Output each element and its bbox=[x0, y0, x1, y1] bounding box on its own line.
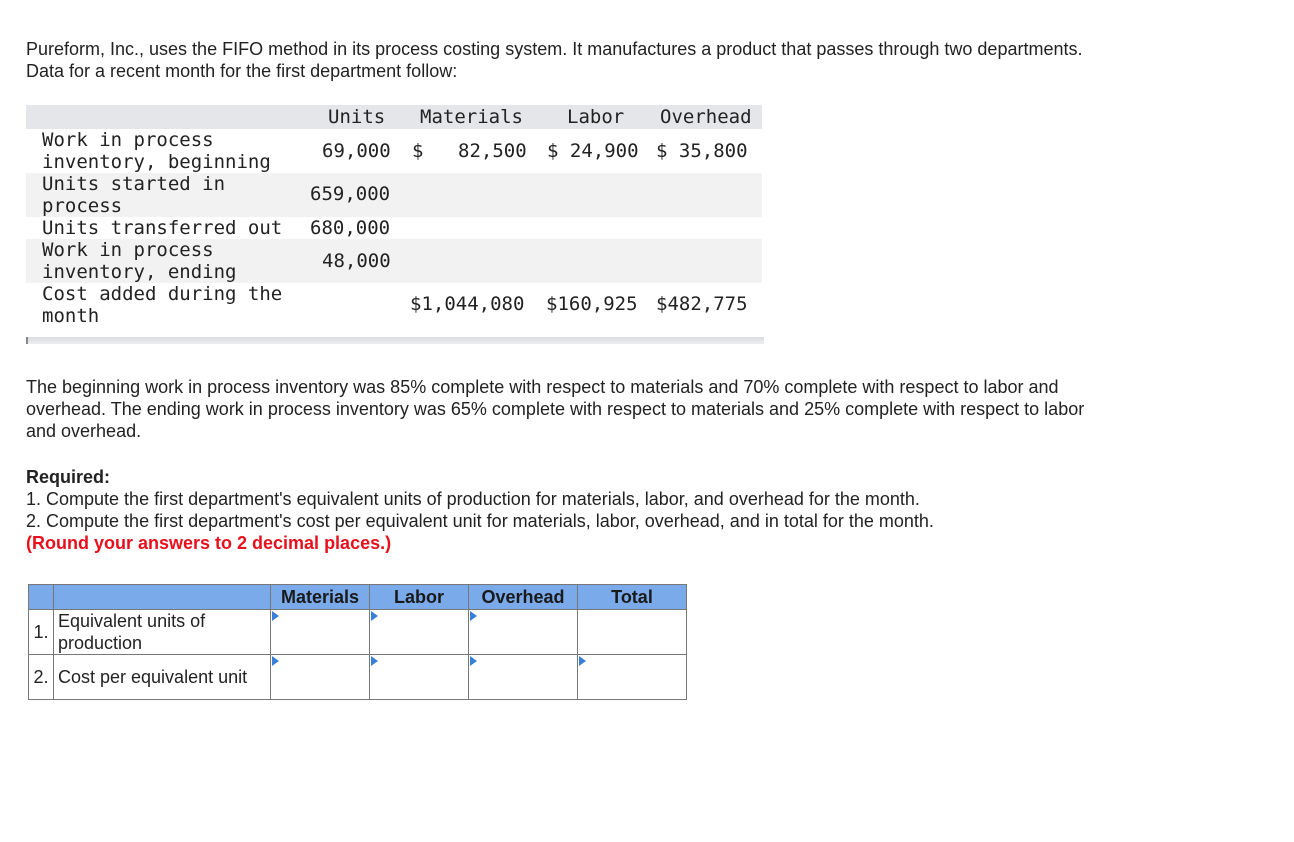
row-number: 1. bbox=[29, 610, 54, 655]
units-value: 680,000 bbox=[310, 217, 391, 239]
table-bottom-divider bbox=[26, 337, 764, 344]
cost-total-input[interactable] bbox=[578, 655, 687, 700]
cost-overhead-input[interactable] bbox=[469, 655, 578, 700]
table-row bbox=[26, 129, 762, 173]
table-row bbox=[29, 610, 687, 655]
table-row bbox=[26, 173, 762, 217]
cost-labor-input[interactable] bbox=[370, 655, 469, 700]
answer-table-header bbox=[29, 585, 687, 610]
required-item-2: 2. Compute the first department's cost per equivalent unit for materials, labor, overhead, and in total for the month. bbox=[26, 511, 934, 531]
overhead-value: $ 35,800 bbox=[656, 140, 748, 162]
header-labor: Labor bbox=[567, 106, 625, 128]
header-blank bbox=[29, 585, 54, 610]
row-label: Units started in process bbox=[42, 173, 226, 217]
input-marker-icon bbox=[371, 656, 378, 666]
header-blank bbox=[54, 585, 271, 610]
materials-value: $1,044,080 bbox=[410, 293, 525, 315]
input-marker-icon bbox=[470, 656, 477, 666]
materials-value: 82,500 bbox=[458, 140, 527, 162]
header-overhead: Overhead bbox=[660, 106, 752, 128]
labor-value: $160,925 bbox=[546, 293, 638, 315]
dollar-sign: $ bbox=[412, 140, 424, 162]
header-units: Units bbox=[328, 106, 386, 128]
rounding-note: (Round your answers to 2 decimal places.) bbox=[26, 533, 392, 553]
data-table-header bbox=[26, 105, 762, 129]
units-value: 48,000 bbox=[322, 250, 391, 272]
table-row bbox=[26, 283, 762, 327]
table-row bbox=[26, 217, 762, 239]
row-number: 2. bbox=[29, 655, 54, 700]
header-materials: Materials bbox=[271, 585, 370, 610]
units-value: 69,000 bbox=[322, 140, 391, 162]
header-total: Total bbox=[578, 585, 687, 610]
row-label: Work in process inventory, ending bbox=[42, 239, 237, 283]
overhead-value: $482,775 bbox=[656, 293, 748, 315]
input-marker-icon bbox=[272, 611, 279, 621]
data-table bbox=[26, 105, 762, 327]
row-label: Cost per equivalent unit bbox=[54, 655, 271, 700]
table-row bbox=[29, 655, 687, 700]
completion-text: The beginning work in process inventory was 85% complete with respect to materials and 70% complete with respect to labor and overhead. The ending work in process inventory was 65% complete with respect to materials and 25% complete with respect to labor and overhead. bbox=[26, 377, 1085, 441]
answer-table bbox=[28, 584, 687, 700]
input-marker-icon bbox=[470, 611, 477, 621]
units-value: 659,000 bbox=[310, 183, 391, 205]
labor-value: $ 24,900 bbox=[547, 140, 639, 162]
required-section bbox=[26, 466, 1086, 554]
eu-overhead-input[interactable] bbox=[469, 610, 578, 655]
header-overhead: Overhead bbox=[469, 585, 578, 610]
row-label: Units transferred out bbox=[42, 217, 283, 239]
row-label: Equivalent units of production bbox=[54, 610, 271, 655]
row-label: Work in process inventory, beginning bbox=[42, 129, 271, 173]
cost-materials-input[interactable] bbox=[271, 655, 370, 700]
eu-labor-input[interactable] bbox=[370, 610, 469, 655]
table-row bbox=[26, 239, 762, 283]
required-title: Required: bbox=[26, 467, 111, 487]
header-materials: Materials bbox=[420, 106, 523, 128]
input-marker-icon bbox=[272, 656, 279, 666]
problem-intro: Pureform, Inc., uses the FIFO method in its process costing system. It manufactures a product that passes through two departments. Data for a recent month for the first department follow: bbox=[26, 39, 1083, 81]
input-marker-icon bbox=[579, 656, 586, 666]
input-marker-icon bbox=[371, 611, 378, 621]
eu-materials-input[interactable] bbox=[271, 610, 370, 655]
eu-total-cell bbox=[578, 610, 687, 655]
header-labor: Labor bbox=[370, 585, 469, 610]
required-item-1: 1. Compute the first department's equivalent units of production for materials, labor, and overhead for the month. bbox=[26, 489, 920, 509]
row-label: Cost added during the month bbox=[42, 283, 283, 327]
